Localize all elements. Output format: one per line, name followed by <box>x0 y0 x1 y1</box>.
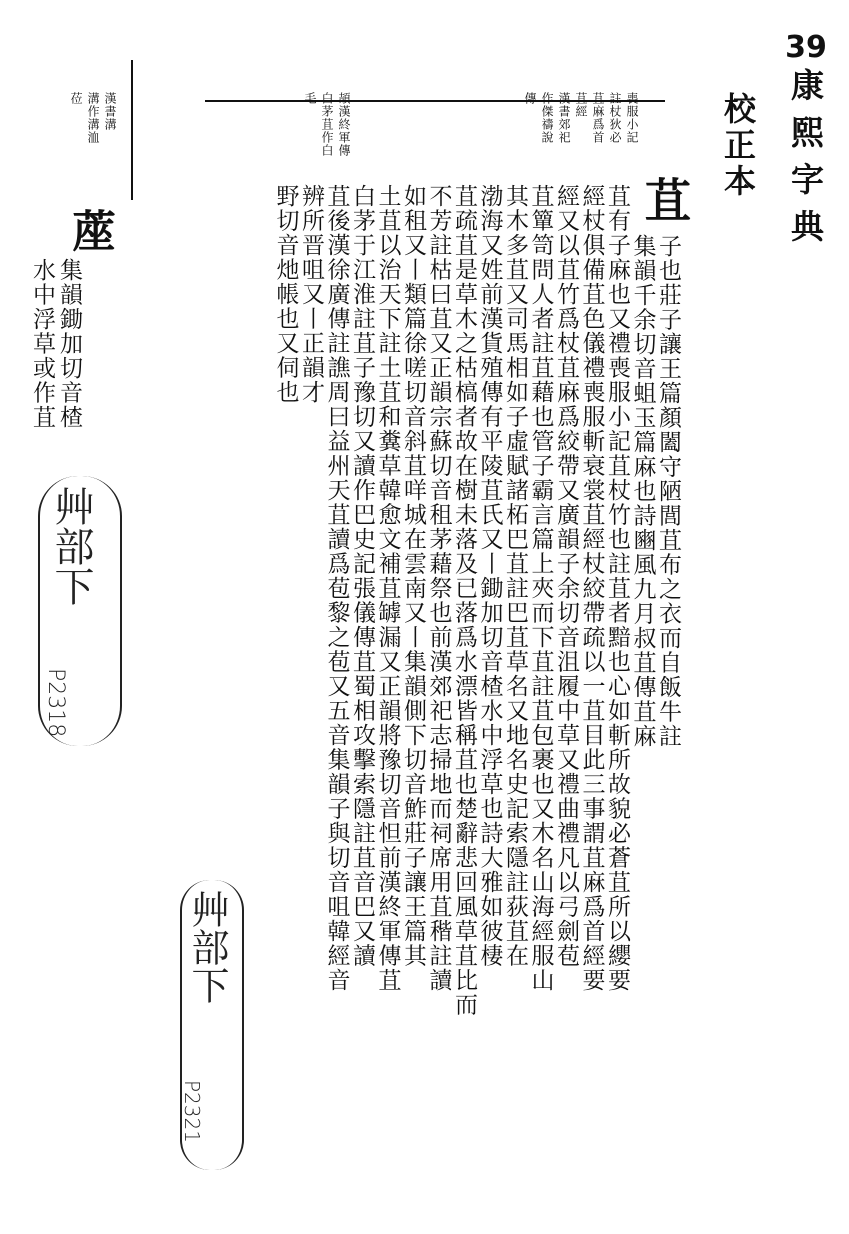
text-column: 如租又丨類篇徐嗟切音斜苴咩城在雲南又丨集韻側下切音鮓莊子讓王篇其 <box>400 184 426 968</box>
margin-note: 莅 <box>69 92 83 105</box>
margin-note: 漢書郊祀 <box>557 92 571 144</box>
text-column: 不芳註枯曰苴又正韻宗蘇切音租茅藉祭也前漢郊祀志掃地而祠席用苴稭註讀 <box>425 184 452 993</box>
margin-note: 漢書溝 <box>103 92 117 131</box>
entry-headword: 苴 <box>638 176 692 222</box>
text-column: 子也莊子讓王篇顏闔守陋閭苴布之衣而自飯牛註 <box>655 234 681 749</box>
margin-notes-right <box>486 92 638 144</box>
margin-note: 作傑禱說 <box>540 92 554 144</box>
text-column: 集韻鋤加切音楂 <box>56 258 82 430</box>
text-column: 經又以苴竹爲杖苴麻爲絞帶又廣韻子余切音沮履中草又禮曲禮凡以弓劍苞 <box>553 184 579 968</box>
second-entry-body <box>28 258 82 498</box>
margin-note: 溝作溝洫 <box>86 92 100 144</box>
text-column: 土苴以治天下註土苴和糞草韓愈文補苴罅漏又正韻將豫切音怛前漢終軍傳苴 <box>374 184 401 993</box>
margin-note: 喪服小記 <box>625 92 639 144</box>
text-column: 野切音灺帳也又伺也 <box>272 184 299 405</box>
margin-note: 頡漢終軍傳 <box>337 92 351 157</box>
text-column: 水中浮草或作苴 <box>29 258 55 430</box>
handwritten-page-ref: P2318 <box>43 668 68 738</box>
margin-notes-left <box>68 92 116 144</box>
margin-note: 毛 <box>303 92 317 105</box>
entry-body <box>185 184 681 1184</box>
handwritten-page-ref: P2321 <box>180 1080 204 1143</box>
text-column: 其木多苴又司馬相如子虛賦諸柘巴苴註巴苴草名又地名史記索隱註荻苴在 <box>502 184 528 968</box>
margin-notes-middle <box>282 92 350 157</box>
handwritten-note: 艸部下 <box>48 486 94 606</box>
text-column: 苴後漢徐廣傳註譙周曰益州天苴讀爲苞黎之苞又五音集韻子與切音咀韓經音 <box>323 184 350 993</box>
margin-note: 傳 <box>523 92 537 105</box>
text-column: 辨所晋咀又丨正韻才 <box>298 184 324 405</box>
margin-note: 苴麻爲首 <box>591 92 605 144</box>
margin-note: 白茅苴作白 <box>320 92 334 157</box>
edition-label: 校正本 <box>719 92 757 200</box>
book-title: 康熙字典 <box>786 68 825 256</box>
text-column: 集韻千余切音蛆玉篇麻也詩豳風九月叔苴傳苴麻 <box>629 234 656 749</box>
margin-note: 苴經 <box>574 92 588 118</box>
text-column: 苴簞笥問人者註苴藉也管子霸言篇上夾而下苴註苴包裹也又木名山海經服山 <box>527 184 554 993</box>
left-rule <box>131 60 133 200</box>
margin-note: 註杖狄必 <box>608 92 622 144</box>
text-column: 苴有子麻也又禮喪服小記苴杖竹也註苴者黯也心如斬所故貌必蒼苴所以纓要 <box>604 184 630 993</box>
page-number: 39 <box>785 30 827 65</box>
second-entry-headword: 蓙 <box>64 208 115 252</box>
text-column: 經杖俱備苴色儀禮喪服斬衰裳苴經杖絞帶疏以一苴目此三事謂苴麻爲首經要 <box>578 184 605 993</box>
text-column: 苴疏苴是草木之枯槁者故在樹未落及已落爲水漂皆稱苴也楚辭悲回風草苴比而 <box>451 184 477 1017</box>
text-column: 渤海又姓前漢貨殖傳有平陵苴氏又丨鋤加切音楂水中浮草也詩大雅如彼棲 <box>476 184 503 968</box>
handwritten-note: 艸部下 <box>185 890 229 1004</box>
text-column: 白茅于江淮註苴子豫切又讀作巴史記張儀傳苴蜀相攻擊索隱註苴音巴又讀 <box>349 184 375 968</box>
